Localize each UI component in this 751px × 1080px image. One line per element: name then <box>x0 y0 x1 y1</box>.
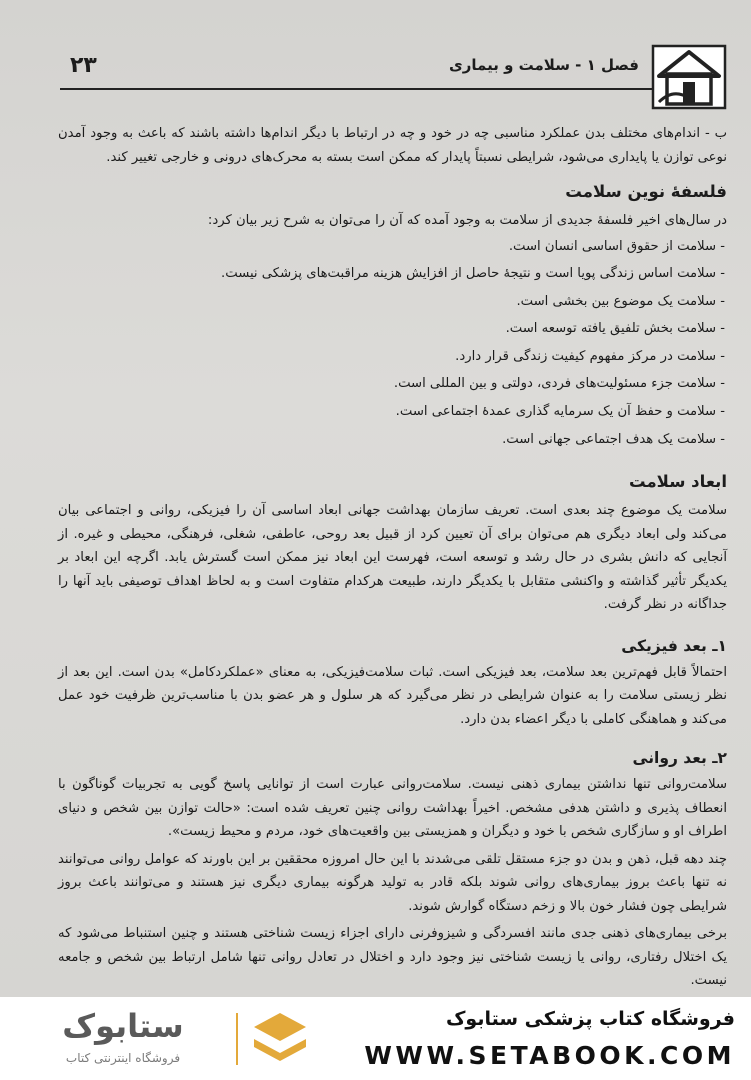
page-content <box>58 122 727 993</box>
list-item: - سلامت بخش تلفیق یافته توسعه است. <box>505 321 725 337</box>
list-item: - سلامت جزء مسئولیت‌های فردی، دولتی و بین المللی است. <box>393 376 725 392</box>
section-title-physical: ۱ـ بعد فیزیکی <box>621 636 727 655</box>
store-url[interactable]: WWW.SETABOOK.COM <box>364 1041 735 1070</box>
logo-wordmark: ستابوک <box>62 1007 184 1045</box>
logo-tagline: فروشگاه اینترنتی کتاب <box>65 1051 181 1065</box>
list-item: - سلامت از حقوق اساسی انسان است. <box>508 238 725 254</box>
list-item: - سلامت یک موضوع بین بخشی است. <box>516 293 725 309</box>
list-item: - سلامت در مرکز مفهوم کیفیت زندگی قرار دارد. <box>455 348 725 364</box>
philosophy-lead: در سال‌های اخیر فلسفهٔ جدیدی از سلامت به وجود آمده که آن را می‌توان به شرح زیر بیان کرد: <box>207 213 727 228</box>
list-item: - سلامت و حفظ آن یک سرمایه گذاری عمدهٔ اجتماعی است. <box>395 404 725 420</box>
house-icon <box>649 40 729 110</box>
section-title-philosophy: فلسفهٔ نوین سلامت <box>565 182 727 201</box>
list-item: - سلامت اساس زندگی پویا است و نتیجهٔ حاصل از افزایش هزینه مراقبت‌های پزشکی نیست. <box>221 266 725 282</box>
chapter-title: فصل ۱ - سلامت و بیماری <box>449 56 639 74</box>
intro-paragraph: ب - اندام‌های مختلف بدن عملکرد مناسبی چه در خود و چه در ارتباط با دیگر اندام‌ها داشته باشند که باعث به وجود آمدن نوعی توازن یا پایداری می‌شود، شرایطی نسبتاً پایدار که ممکن است بسته به محرک‌های درونی و خارجی تغییر کند. <box>58 126 727 165</box>
page-number: ۲۳ <box>70 53 97 78</box>
header-rule <box>60 88 659 90</box>
store-name: فروشگاه کتاب پزشکی ستابوک <box>445 1008 735 1030</box>
section-title-mental: ۲ـ بعد روانی <box>632 749 727 768</box>
section-title-dimensions: ابعاد سلامت <box>628 472 727 492</box>
dimensions-paragraph: سلامت یک موضوع چند بعدی است. تعریف سازمان بهداشت جهانی ابعاد اساسی آن را فیزیکی، روانی و اجتماعی بیان می‌کند ولی ابعاد دیگری هم می‌توان برای آن تعیین کرد از قبیل بعد روحی، عاطفی، شغلی، فرهنگی، محیطی و غیره. از آنجایی که دانش بشری در حال رشد و توسعه است، فهرست این ابعاد نیز ممکن است گسترش یابد. اگرچه این ابعاد بر یکدیگر تأثیر گذاشته و واکنشی متقابل با یکدیگر دارند، طبیعت هرکدام متفاوت است و به لحاظ اهداف توصیفی باید آنها را جداگانه در نظر گرفت. <box>58 503 727 613</box>
physical-paragraph: احتمالاً قابل فهم‌ترین بعد سلامت، بعد فیزیکی است. ثبات سلامت‌فیزیکی، به معنای «عملکرد‌کامل» بدن است. این بعد از نظر زیستی سلامت را به عنوان شرایطی در نظر می‌گیرد که هر سلول و هر عضو بدن با مناسب‌ترین ظرفیت خود عمل می‌کند و هماهنگی کاملی با دیگر اعضاء بدن دارد. <box>58 664 727 727</box>
page-header <box>0 40 751 110</box>
footer-banner <box>0 997 751 1080</box>
mental-paragraph-3: برخی بیماری‌های ذهنی جدی مانند افسردگی و شیزوفرنی دارای اجزاء زیست شناختی هستند و چنین استنباط می‌شود که یک اختلال رفتاری، روانی یا زیست شناختی نیز وجود دارد و اختلال در تعادل روانی تنها شامل ارتباط بین شخص و جامعه نیست. <box>58 926 727 989</box>
footer-divider <box>236 1013 238 1065</box>
mental-paragraph-1: سلامت‌روانی تنها نداشتن بیماری ذهنی نیست. سلامت‌روانی عبارت است از توانایی پاسخ گویی به تجربیات گوناگون با انعطاف پذیری و داشتن هدفی مشخص. اخیراً بهداشت روانی چنین تعریف شده است: «حالت توازن بین شخص و دنیای اطراف او و سازگاری شخص با خود و دیگران و همزیستی بین واقعیت‌های خود، مردم و محیط زیست». <box>58 777 727 840</box>
philosophy-list <box>58 233 727 454</box>
list-item: - سلامت یک هدف اجتماعی جهانی است. <box>502 431 725 447</box>
mental-paragraph-2: چند دهه قبل، ذهن و بدن دو جزء مستقل تلقی می‌شدند با این حال امروزه محققین بر این باورند که عوامل روانی می‌توانند نه تنها باعث بروز بیماری‌های روانی شوند بلکه قادر به تولید هرگونه بیماری دیگری نیز هستند و می‌توانند باعث بروز شرایطی چون فشار خون بالا و زخم دستگاه گوارش شوند. <box>58 851 727 914</box>
setabook-logo-icon <box>250 1009 310 1067</box>
